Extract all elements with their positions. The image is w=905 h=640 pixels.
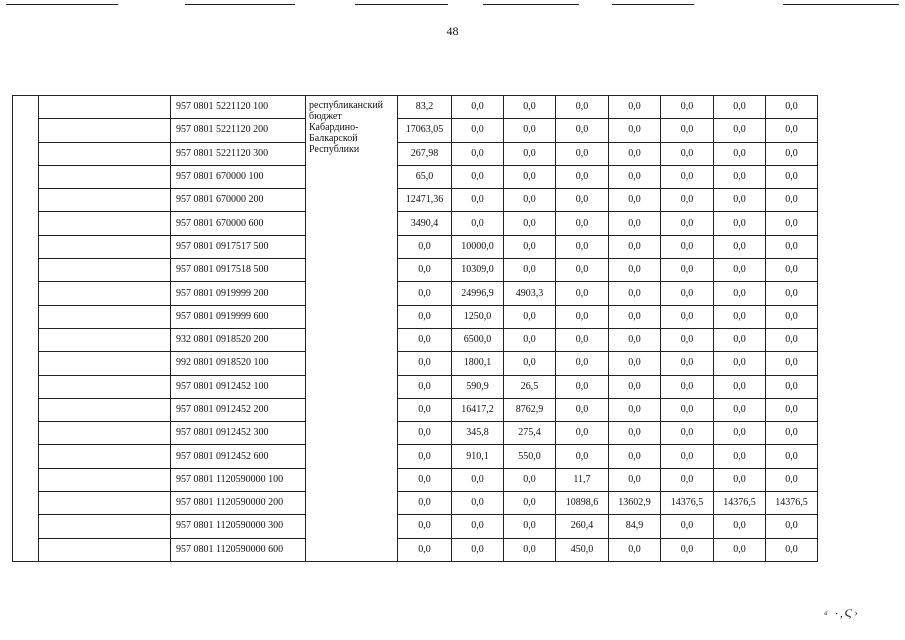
value-cell: 0,0: [609, 142, 661, 165]
value-cell: 4903,3: [504, 282, 556, 305]
value-cell: 0,0: [452, 96, 504, 119]
value-cell: 0,0: [504, 142, 556, 165]
value-cell: 1800,1: [452, 352, 504, 375]
budget-code: 992 0801 0918520 100: [171, 352, 306, 375]
budget-code: 957 0801 670000 100: [171, 165, 306, 188]
value-cell: 0,0: [398, 422, 452, 445]
value-cell: 0,0: [714, 468, 766, 491]
value-cell: 0,0: [766, 259, 818, 282]
value-cell: 260,4: [556, 515, 609, 538]
value-cell: 0,0: [398, 235, 452, 258]
value-cell: 0,0: [661, 352, 714, 375]
value-cell: 0,0: [766, 165, 818, 188]
value-cell: 550,0: [504, 445, 556, 468]
value-cell: 345,8: [452, 422, 504, 445]
value-cell: 0,0: [609, 538, 661, 561]
value-cell: 0,0: [504, 119, 556, 142]
value-cell: 0,0: [714, 282, 766, 305]
value-cell: 0,0: [766, 96, 818, 119]
value-cell: 910,1: [452, 445, 504, 468]
top-rule: [6, 4, 118, 5]
value-cell: 0,0: [766, 375, 818, 398]
top-rule: [355, 4, 448, 5]
value-cell: 0,0: [452, 212, 504, 235]
value-cell: 0,0: [609, 422, 661, 445]
value-cell: 0,0: [766, 398, 818, 421]
table-row: [13, 352, 818, 375]
table-row: [13, 422, 818, 445]
value-cell: 12471,36: [398, 189, 452, 212]
budget-code: 957 0801 0919999 200: [171, 282, 306, 305]
budget-code: 957 0801 0912452 300: [171, 422, 306, 445]
value-cell: 0,0: [661, 398, 714, 421]
empty-cell: [39, 515, 171, 538]
value-cell: 0,0: [661, 119, 714, 142]
budget-table: [12, 95, 818, 562]
value-cell: 0,0: [504, 165, 556, 188]
value-cell: 0,0: [714, 422, 766, 445]
value-cell: 0,0: [452, 468, 504, 491]
table-row: [13, 165, 818, 188]
value-cell: 0,0: [556, 119, 609, 142]
value-cell: 0,0: [556, 142, 609, 165]
budget-code: 957 0801 5221120 100: [171, 96, 306, 119]
value-cell: 0,0: [504, 468, 556, 491]
budget-code: 957 0801 5221120 200: [171, 119, 306, 142]
value-cell: 0,0: [398, 515, 452, 538]
value-cell: 0,0: [714, 189, 766, 212]
value-cell: 0,0: [661, 375, 714, 398]
value-cell: 0,0: [766, 235, 818, 258]
value-cell: 0,0: [452, 492, 504, 515]
value-cell: 0,0: [609, 445, 661, 468]
value-cell: 0,0: [398, 259, 452, 282]
value-cell: 0,0: [714, 96, 766, 119]
value-cell: 0,0: [452, 189, 504, 212]
table-row: [13, 468, 818, 491]
table-row: [13, 538, 818, 561]
value-cell: 1250,0: [452, 305, 504, 328]
value-cell: 0,0: [714, 328, 766, 351]
value-cell: 0,0: [714, 305, 766, 328]
table-row: [13, 328, 818, 351]
value-cell: 0,0: [504, 189, 556, 212]
value-cell: 24996,9: [452, 282, 504, 305]
value-cell: 0,0: [766, 305, 818, 328]
value-cell: 0,0: [766, 445, 818, 468]
value-cell: 0,0: [714, 259, 766, 282]
value-cell: 0,0: [714, 445, 766, 468]
value-cell: 0,0: [714, 538, 766, 561]
value-cell: 267,98: [398, 142, 452, 165]
funding-source-line: бюджет: [309, 111, 342, 122]
empty-cell: [39, 492, 171, 515]
value-cell: 0,0: [661, 445, 714, 468]
value-cell: 0,0: [398, 375, 452, 398]
value-cell: 0,0: [504, 352, 556, 375]
empty-cell: [39, 422, 171, 445]
value-cell: 10898,6: [556, 492, 609, 515]
value-cell: 0,0: [609, 96, 661, 119]
table-row: [13, 282, 818, 305]
value-cell: 11,7: [556, 468, 609, 491]
value-cell: 0,0: [661, 515, 714, 538]
value-cell: 0,0: [661, 235, 714, 258]
value-cell: 0,0: [556, 96, 609, 119]
value-cell: 0,0: [609, 282, 661, 305]
table-row: [13, 445, 818, 468]
empty-cell: [39, 468, 171, 491]
table-body: [13, 96, 818, 562]
budget-code: 957 0801 0919999 600: [171, 305, 306, 328]
value-cell: 0,0: [556, 328, 609, 351]
value-cell: 8762,9: [504, 398, 556, 421]
value-cell: 0,0: [766, 422, 818, 445]
value-cell: 13602,9: [609, 492, 661, 515]
empty-cell: [39, 282, 171, 305]
value-cell: 0,0: [504, 305, 556, 328]
value-cell: 0,0: [661, 468, 714, 491]
value-cell: 0,0: [661, 305, 714, 328]
budget-code: 957 0801 670000 600: [171, 212, 306, 235]
value-cell: 0,0: [504, 538, 556, 561]
value-cell: 0,0: [714, 352, 766, 375]
value-cell: 16417,2: [452, 398, 504, 421]
value-cell: 0,0: [398, 305, 452, 328]
value-cell: 0,0: [609, 189, 661, 212]
value-cell: 590,9: [452, 375, 504, 398]
value-cell: 0,0: [452, 538, 504, 561]
empty-cell: [39, 165, 171, 188]
value-cell: 14376,5: [714, 492, 766, 515]
empty-cell: [39, 119, 171, 142]
table-row: [13, 142, 818, 165]
table-row: [13, 398, 818, 421]
value-cell: 0,0: [661, 212, 714, 235]
budget-code: 957 0801 0917517 500: [171, 235, 306, 258]
value-cell: 0,0: [609, 328, 661, 351]
value-cell: 0,0: [556, 259, 609, 282]
value-cell: 0,0: [398, 282, 452, 305]
budget-code: 957 0801 0912452 100: [171, 375, 306, 398]
empty-cell: [39, 375, 171, 398]
value-cell: 0,0: [661, 189, 714, 212]
value-cell: 0,0: [398, 328, 452, 351]
value-cell: 0,0: [609, 165, 661, 188]
table-row: [13, 515, 818, 538]
value-cell: 0,0: [452, 515, 504, 538]
empty-cell: [39, 189, 171, 212]
budget-code: 957 0801 0912452 200: [171, 398, 306, 421]
value-cell: 10309,0: [452, 259, 504, 282]
empty-cell: [39, 445, 171, 468]
value-cell: 17063,05: [398, 119, 452, 142]
value-cell: 0,0: [556, 305, 609, 328]
value-cell: 0,0: [609, 259, 661, 282]
value-cell: 0,0: [714, 212, 766, 235]
value-cell: 0,0: [504, 515, 556, 538]
budget-code: 932 0801 0918520 200: [171, 328, 306, 351]
top-rule: [483, 4, 579, 5]
value-cell: 275,4: [504, 422, 556, 445]
empty-cell: [39, 212, 171, 235]
group-cell: [13, 96, 39, 562]
value-cell: 0,0: [398, 492, 452, 515]
value-cell: 0,0: [661, 328, 714, 351]
page-number: 48: [446, 24, 459, 38]
value-cell: 450,0: [556, 538, 609, 561]
value-cell: 0,0: [398, 398, 452, 421]
budget-code: 957 0801 0912452 600: [171, 445, 306, 468]
value-cell: 3490,4: [398, 212, 452, 235]
table-row: [13, 235, 818, 258]
value-cell: 0,0: [398, 538, 452, 561]
value-cell: 6500,0: [452, 328, 504, 351]
value-cell: 0,0: [504, 96, 556, 119]
value-cell: 0,0: [714, 235, 766, 258]
value-cell: 0,0: [609, 468, 661, 491]
budget-code: 957 0801 0917518 500: [171, 259, 306, 282]
value-cell: 0,0: [556, 235, 609, 258]
value-cell: 0,0: [556, 422, 609, 445]
top-rule: [783, 4, 899, 5]
value-cell: 0,0: [766, 538, 818, 561]
value-cell: 0,0: [661, 422, 714, 445]
value-cell: 83,2: [398, 96, 452, 119]
value-cell: 0,0: [609, 352, 661, 375]
table-row: [13, 259, 818, 282]
value-cell: 0,0: [766, 468, 818, 491]
empty-cell: [39, 305, 171, 328]
value-cell: 0,0: [556, 189, 609, 212]
table-row: [13, 375, 818, 398]
value-cell: 26,5: [504, 375, 556, 398]
value-cell: 0,0: [609, 305, 661, 328]
value-cell: 10000,0: [452, 235, 504, 258]
value-cell: 0,0: [609, 398, 661, 421]
value-cell: 0,0: [504, 259, 556, 282]
value-cell: 0,0: [714, 515, 766, 538]
value-cell: 0,0: [504, 235, 556, 258]
funding-source-line: Кабардино-: [309, 122, 359, 133]
value-cell: 0,0: [661, 538, 714, 561]
value-cell: 0,0: [661, 142, 714, 165]
funding-source-line: Балкарской: [309, 133, 358, 144]
value-cell: 14376,5: [661, 492, 714, 515]
empty-cell: [39, 328, 171, 351]
table-row: [13, 492, 818, 515]
value-cell: 0,0: [609, 119, 661, 142]
value-cell: 0,0: [609, 235, 661, 258]
value-cell: 0,0: [714, 165, 766, 188]
budget-code: 957 0801 1120590000 300: [171, 515, 306, 538]
value-cell: 0,0: [766, 328, 818, 351]
empty-cell: [39, 96, 171, 119]
value-cell: 0,0: [452, 119, 504, 142]
value-cell: 0,0: [661, 165, 714, 188]
value-cell: 0,0: [714, 119, 766, 142]
funding-source-line: Республики: [309, 144, 360, 155]
top-rule: [185, 4, 295, 5]
value-cell: 0,0: [556, 375, 609, 398]
funding-source: [306, 96, 398, 562]
value-cell: 0,0: [714, 398, 766, 421]
budget-code: 957 0801 670000 200: [171, 189, 306, 212]
value-cell: 0,0: [504, 492, 556, 515]
value-cell: 0,0: [766, 352, 818, 375]
value-cell: 0,0: [661, 282, 714, 305]
value-cell: 0,0: [556, 282, 609, 305]
value-cell: 0,0: [766, 189, 818, 212]
empty-cell: [39, 259, 171, 282]
value-cell: 0,0: [714, 142, 766, 165]
budget-code: 957 0801 1120590000 100: [171, 468, 306, 491]
empty-cell: [39, 352, 171, 375]
value-cell: 0,0: [766, 142, 818, 165]
table-row: [13, 212, 818, 235]
value-cell: 0,0: [766, 119, 818, 142]
table-row: [13, 189, 818, 212]
value-cell: 65,0: [398, 165, 452, 188]
value-cell: 0,0: [714, 375, 766, 398]
value-cell: 14376,5: [766, 492, 818, 515]
footer-mark: ᵃ ·,Ϛ›: [823, 607, 860, 621]
table-row: [13, 305, 818, 328]
value-cell: 0,0: [766, 515, 818, 538]
value-cell: 0,0: [398, 468, 452, 491]
value-cell: 0,0: [504, 328, 556, 351]
value-cell: 0,0: [398, 352, 452, 375]
value-cell: 0,0: [556, 398, 609, 421]
budget-code: 957 0801 5221120 300: [171, 142, 306, 165]
value-cell: 0,0: [661, 96, 714, 119]
value-cell: 0,0: [556, 165, 609, 188]
value-cell: 0,0: [609, 375, 661, 398]
budget-code: 957 0801 1120590000 600: [171, 538, 306, 561]
top-rule: [612, 4, 694, 5]
empty-cell: [39, 142, 171, 165]
value-cell: 84,9: [609, 515, 661, 538]
empty-cell: [39, 235, 171, 258]
value-cell: 0,0: [556, 212, 609, 235]
value-cell: 0,0: [766, 282, 818, 305]
empty-cell: [39, 398, 171, 421]
empty-cell: [39, 538, 171, 561]
table-row: [13, 96, 818, 119]
table-row: [13, 119, 818, 142]
funding-source-line: республиканский: [309, 100, 384, 111]
value-cell: 0,0: [452, 165, 504, 188]
value-cell: 0,0: [661, 259, 714, 282]
value-cell: 0,0: [452, 142, 504, 165]
budget-code: 957 0801 1120590000 200: [171, 492, 306, 515]
value-cell: 0,0: [556, 445, 609, 468]
value-cell: 0,0: [398, 445, 452, 468]
value-cell: 0,0: [766, 212, 818, 235]
value-cell: 0,0: [504, 212, 556, 235]
value-cell: 0,0: [556, 352, 609, 375]
value-cell: 0,0: [609, 212, 661, 235]
